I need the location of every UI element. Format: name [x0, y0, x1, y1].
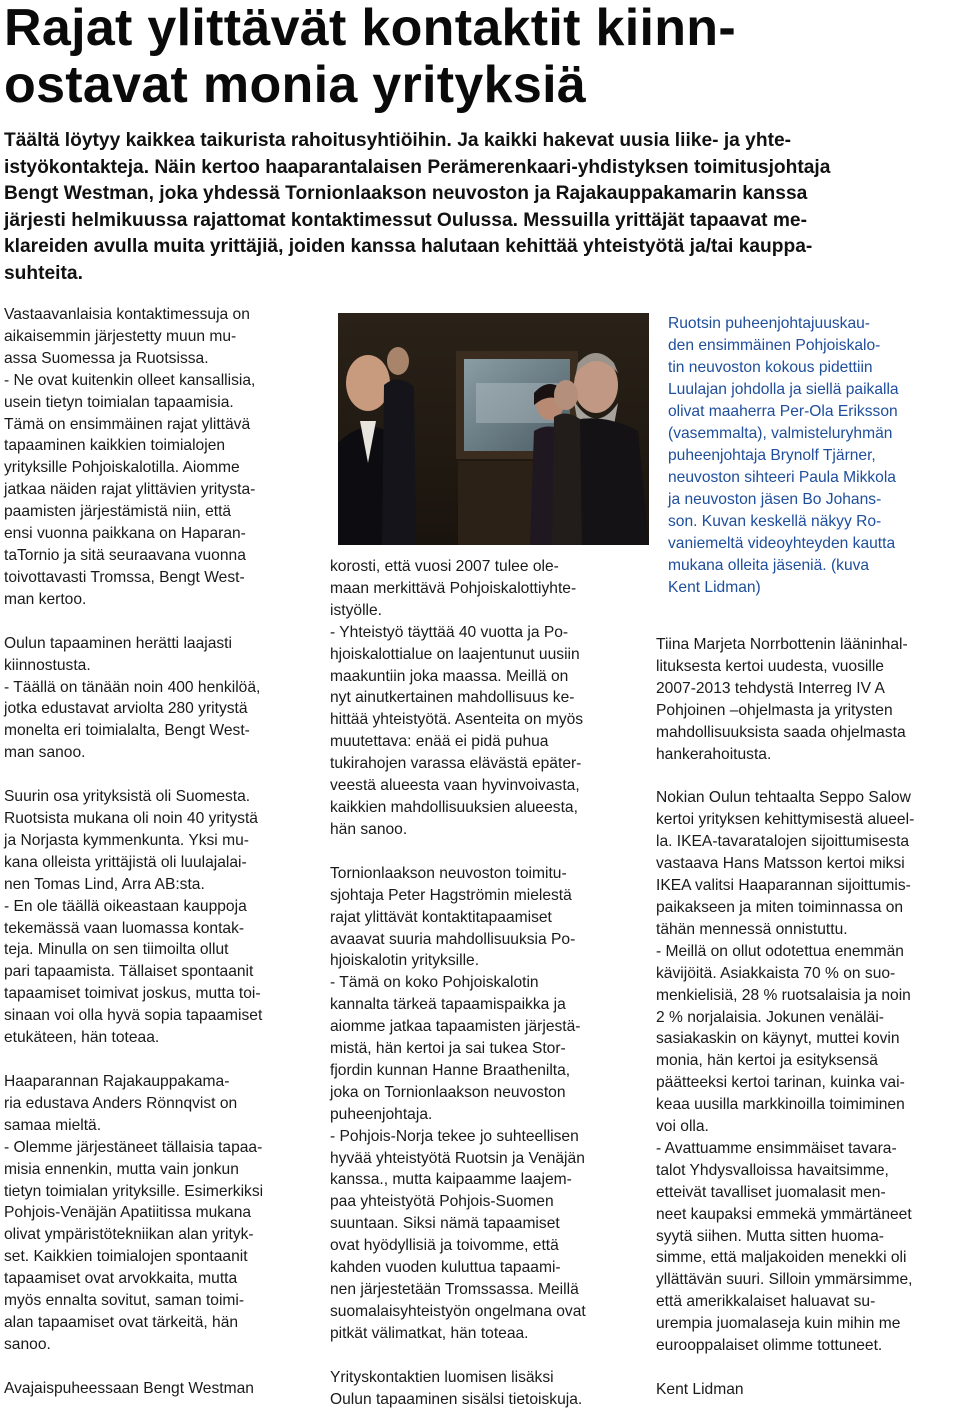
text-line: 2007-2013 tehdystä Interreg IV A [656, 679, 885, 697]
headline-line: Rajat ylittävät kontaktit kiinn- [4, 0, 736, 57]
text-line: paikakseen ja miten toiminnassa on [656, 898, 904, 916]
text-line: kiinnostusta. [4, 656, 91, 674]
text-line: etteivät tavalliset juomalasit men- [656, 1183, 886, 1201]
caption-line: Ruotsin puheenjohtajuuskau- [668, 315, 870, 332]
text-line: tapaamiset toimivat joskus, mutta toi- [4, 985, 261, 1003]
text-line: nyt ainutkertainen mahdollisuus ke- [330, 689, 575, 707]
headline [4, 0, 954, 114]
text-line: hittää yhteistyötä. Asenteita on myös [330, 711, 584, 729]
text-line: - Ne ovat kuitenkin olleet kansallisia, [4, 371, 256, 389]
text-line: nen Tomas Lind, Arra AB:sta. [4, 875, 205, 893]
column1-paragraph [4, 786, 314, 1049]
text-line: IKEA valitsi Haaparannan sijoittumis- [656, 877, 911, 895]
text-line: kävijöitä. Asiakkaista 70 % on suo- [656, 964, 896, 982]
text-line: keaa uusilla markkinoilla toimiminen [656, 1096, 905, 1114]
column2-paragraph [330, 1367, 640, 1411]
caption-line: Luulajan johdolla ja siellä paikalla [668, 381, 899, 398]
column3-paragraph [656, 1379, 956, 1401]
text-line: etukäteen, hän toteaa. [4, 1029, 160, 1047]
lead-line: Täältä löytyy kaikkea taikurista rahoitusyhtiöihin. Ja kaikki hakevat uusia liike- ja yhte- [4, 130, 792, 151]
caption-line: tin neuvoston kokous pidettiin [668, 359, 873, 376]
text-line: yllättävän suuri. Silloin ymmärsimme, [656, 1271, 913, 1289]
text-line: kaikkien mahdollisuuksien alueesta, [330, 798, 578, 816]
text-line: Yrityskontaktien luomisen lisäksi [330, 1368, 554, 1386]
text-line: voi olla. [656, 1118, 709, 1136]
photo-caption [668, 313, 953, 599]
text-line: maakuntiin joka maassa. Meillä on [330, 667, 569, 685]
text-line: sanoo. [4, 1335, 51, 1353]
text-line: tähän mennessä onnistuttu. [656, 920, 848, 938]
text-line: olivat ympäristötekniikan alan yrityk- [4, 1226, 254, 1244]
text-line: - Avattuamme ensimmäiset tavara- [656, 1139, 897, 1157]
text-line: istyölle. [330, 601, 382, 619]
text-line: ria edustava Anders Rönnqvist on [4, 1094, 238, 1112]
text-line: kannalta tärkeä tapaamispaikka ja [330, 996, 566, 1014]
lead-paragraph [4, 128, 952, 288]
text-line: - Meillä on ollut odotettua enemmän [656, 942, 904, 960]
lead-line: suhteita. [4, 262, 83, 284]
body-column-right [656, 634, 956, 1401]
column2-paragraph [330, 863, 640, 1345]
column1-paragraph [4, 304, 314, 611]
text-line: Kent Lidman [656, 1381, 744, 1398]
text-line: Avajaispuheessaan Bengt Westman [4, 1379, 254, 1397]
text-line: Oulun tapaaminen sisälsi tietoiskuja. [330, 1390, 583, 1408]
text-line: Suurin osa yrityksistä oli Suomesta. [4, 788, 251, 806]
text-line: muutettava: enää ei pidä puhua [330, 733, 549, 751]
text-line: avaavat suuria mahdollisuuksia Po- [330, 930, 576, 948]
column3-paragraph [656, 787, 956, 1357]
text-line: tapaaminen kaikkien toimialojen [4, 437, 226, 455]
meeting-photo-image [338, 313, 649, 545]
text-line: tukirahojen varassa elävästä epäter- [330, 755, 582, 773]
text-line: Tämä on ensimmäinen rajat ylittävä [4, 415, 251, 433]
text-line: Haaparannan Rajakauppakama- [4, 1073, 230, 1090]
text-line: monelta eri toimialalta, Bengt West- [4, 722, 250, 740]
text-line: simme, että maljakoiden menekki oli [656, 1249, 907, 1267]
text-line: suomalaisyhteistyön ongelmana ovat [330, 1302, 586, 1320]
text-line: Ruotsista mukana oli noin 40 yritystä [4, 810, 258, 828]
text-line: kertoi yrityksen kehittymisestä alueel- [656, 811, 915, 829]
text-line: jotka edustavat arviolta 280 yritystä [4, 700, 248, 718]
caption-line: neuvoston sihteeri Paula Mikkola [668, 469, 896, 486]
text-line: hankerahoitusta. [656, 745, 772, 763]
text-line: hän sanoo. [330, 820, 408, 838]
text-line: - Täällä on tänään noin 400 henkilöä, [4, 678, 261, 696]
caption-line: son. Kuvan keskellä näkyy Ro- [668, 513, 882, 530]
caption-line: ja neuvoston jäsen Bo Johans- [668, 491, 882, 508]
text-line: yrityksille Pohjoiskalotilla. Aiomme [4, 459, 240, 477]
text-line: Nokian Oulun tehtaalta Seppo Salow [656, 789, 911, 807]
caption-line: puheenjohtaja Brynolf Tjärner, [668, 447, 876, 464]
text-line: - En ole täällä oikeastaan kauppoja [4, 897, 247, 915]
body-column-left [4, 304, 314, 1400]
text-line: lituksesta kertoi uudesta, vuosille [656, 657, 884, 675]
text-line: Pohjoinen –ohjelmasta ja yritysten [656, 701, 893, 719]
text-line: syytä siihen. Mutta sitten huoma- [656, 1227, 884, 1245]
text-line: aikaisemmin järjestetty muun mu- [4, 327, 237, 345]
text-line: set. Kaikkien toimialojen spontaanit [4, 1248, 248, 1266]
text-line: korosti, että vuosi 2007 tulee ole- [330, 558, 559, 575]
text-line: man sanoo. [4, 744, 86, 762]
text-line: Pohjois-Venäjän Apatiitissa mukana [4, 1204, 252, 1222]
text-line: assa Suomessa ja Ruotsissa. [4, 349, 209, 367]
text-line: myös ennalta sovitut, saman toimi- [4, 1292, 245, 1310]
text-line: jatkaa näiden rajat ylittävien yritysta- [4, 481, 256, 499]
text-line: maan merkittävä Pohjoiskalottiyhte- [330, 579, 577, 597]
text-line: vastaava Hans Matsson kertoi miksi [656, 855, 905, 873]
text-line: teja. Minulla on sen tiimoilta ollut [4, 941, 229, 959]
meeting-photo [338, 313, 649, 545]
text-line: rajat ylittävät kontaktitapaamiset [330, 908, 552, 926]
text-line: veestä alueesta vaan hyvinvoivasta, [330, 777, 580, 795]
text-line: mahdollisuuksista saada ohjelmasta [656, 723, 906, 741]
text-line: ja Norjasta kymmenkunta. Yksi mu- [4, 831, 249, 849]
caption-line: vaniemeltä videoyhteyden kautta [668, 535, 896, 552]
column3-paragraph [656, 634, 956, 765]
text-line: pitkät välimatkat, hän toteaa. [330, 1324, 529, 1342]
text-line: suuntaan. Siksi nämä tapaamiset [330, 1215, 560, 1233]
text-line: sasiakaskin on käynyt, muttei kovin [656, 1030, 900, 1048]
text-line: nen järjestetään Tromssassa. Meillä [330, 1281, 579, 1298]
text-line: hjoiskalotin yrityksille. [330, 952, 480, 970]
text-line: - Tämä on koko Pohjoiskalotin [330, 974, 539, 992]
text-line: taTornio ja sitä seuraavana vuonna [4, 546, 246, 564]
text-line: aiomme jatkaa tapaamisten järjestä- [330, 1018, 581, 1036]
text-line: hyvää yhteistyötä Ruotsin ja Venäjän [330, 1149, 585, 1167]
text-line: monia, hän kertoi ja esityksensä [656, 1052, 878, 1070]
text-line: kanssa., mutta kaipaamme laajem- [330, 1171, 572, 1189]
text-line: man kertoo. [4, 590, 87, 608]
text-line: - Pohjois-Norja tekee jo suhteellisen [330, 1127, 579, 1145]
text-line: Oulun tapaaminen herätti laajasti [4, 634, 232, 652]
text-line: eurooppalaiset olimme tottuneet. [656, 1337, 883, 1355]
text-line: että amerikkalaiset haluavat su- [656, 1293, 876, 1311]
text-line: 2 % norjalaisia. Jokunen venäläi- [656, 1008, 884, 1026]
caption-line: den ensimmäinen Pohjoiskalo- [668, 337, 881, 354]
column1-paragraph [4, 1378, 314, 1400]
body-column-middle [330, 556, 640, 1411]
caption-line: mukana olleita jäseniä. (kuva [668, 557, 870, 574]
column1-paragraph [4, 1071, 314, 1356]
lead-line: Bengt Westman, joka yhdessä Tornionlaakson neuvoston ja Rajakauppakamarin kanssa [4, 183, 808, 205]
text-line: menkielisiä, 28 % ruotsalaisia ja noin [656, 986, 911, 1004]
text-line: talot Yhdysvalloissa havaitsimme, [656, 1161, 889, 1179]
text-line: ensi vuonna paikkana on Haparan- [4, 525, 246, 543]
text-line: - Olemme järjestäneet tällaisia tapaa- [4, 1138, 263, 1156]
lead-line: klareiden avulla muita yrittäjiä, joiden kanssa halutaan kehittää yhteistyötä ja/tai kauppa- [4, 236, 813, 258]
caption-line: (vasemmalta), valmisteluryhmän [668, 425, 893, 442]
text-line: Tiina Marjeta Norrbottenin lääninhal- [656, 636, 908, 653]
text-line: samaa mieltä. [4, 1116, 102, 1134]
text-line: tekemässä vaan luomassa kontak- [4, 919, 245, 937]
text-line: kana olleista yrittäjistä oli luulajalai- [4, 853, 247, 871]
text-line: - Yhteistyö täyttää 40 vuotta ja Po- [330, 623, 569, 641]
column2-paragraph [330, 556, 640, 841]
lead-line: istyökontakteja. Näin kertoo haaparantalaisen Perämerenkaari-yhdistyksen toimitusjohtaja [4, 156, 831, 178]
text-line: usein tietyn toimialan tapaamisia. [4, 393, 234, 411]
text-line: päätteeksi kertoi tarinan, kuinka vai- [656, 1074, 905, 1092]
text-line: neet kaupaksi emmekä ymmärtäneet [656, 1205, 912, 1223]
text-line: Tornionlaakson neuvoston toimitu- [330, 864, 567, 882]
column1-paragraph [4, 633, 314, 764]
text-line: hjoiskalottialue on laajentunut uusiin [330, 645, 580, 663]
caption-line: olivat maaherra Per-Ola Eriksson [668, 403, 898, 420]
text-line: joka on Tornionlaakson neuvoston [330, 1083, 566, 1101]
text-line: tietyn toimialan yrityksille. Esimerkiksi [4, 1182, 264, 1200]
text-line: sjohtaja Peter Hagströmin mielestä [330, 886, 572, 904]
text-line: misia ennenkin, mutta vain jonkun [4, 1160, 239, 1178]
text-line: fjordin kunnan Hanne Braathenilta, [330, 1061, 571, 1079]
text-line: paamisten järjestämistä niin, että [4, 503, 232, 521]
text-line: alan tapaamiset ovat tärkeitä, hän [4, 1313, 239, 1331]
text-line: ovat hyödyllisiä ja toivomme, että [330, 1237, 559, 1255]
text-line: toivottavasti Tromssa, Bengt West- [4, 568, 245, 586]
headline-line: ostavat monia yrityksiä [4, 56, 587, 114]
text-line: puheenjohtaja. [330, 1105, 433, 1123]
text-line: pari tapaamista. Tällaiset spontaanit [4, 963, 254, 981]
text-line: la. IKEA-tavaratalojen sijoittumisesta [656, 833, 910, 851]
text-line: kahden vuoden kuluttua tapaami- [330, 1259, 561, 1277]
text-line: mistä, hän kertoi ja sai tukea Stor- [330, 1040, 566, 1058]
text-line: urempia juomalaseja kuin mihin me [656, 1315, 901, 1333]
lead-line: järjesti helmikuussa rajattomat kontaktimessut Oulussa. Messuilla yrittäjät tapaavat me- [4, 209, 807, 231]
text-line: sinaan voi olla hyvä sopia tapaamiset [4, 1007, 263, 1025]
text-line: tapaamiset ovat arvokkaita, mutta [4, 1270, 238, 1288]
caption-line: Kent Lidman) [668, 579, 761, 596]
text-line: Vastaavanlaisia kontaktimessuja on [4, 306, 250, 323]
text-line: paa yhteistyötä Pohjois-Suomen [330, 1193, 554, 1211]
